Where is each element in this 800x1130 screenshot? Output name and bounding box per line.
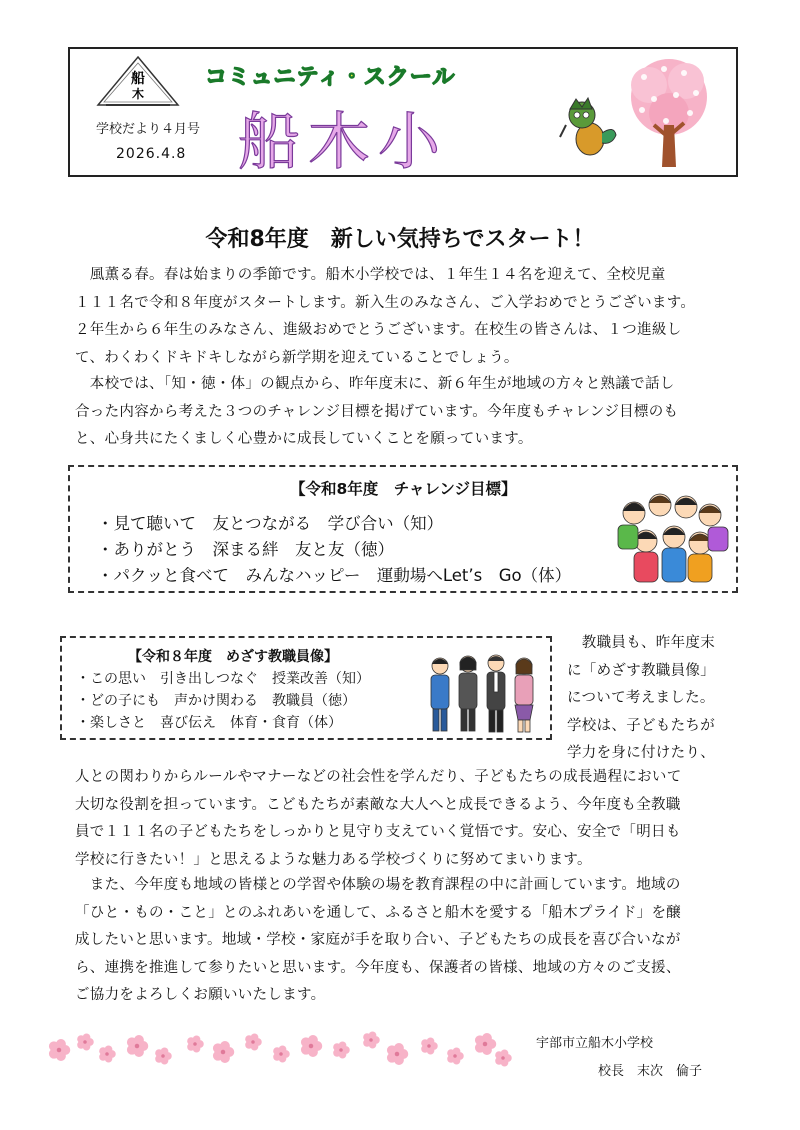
challenge-goal-item: ・パクッと食べて みんなハッピー 運動場へLet’s Go（体） [97, 566, 572, 585]
staff-goal-item: ・この思い 引き出しつなぐ 授業改善（知） [76, 671, 370, 687]
challenge-goal-item: ・ありがとう 深まる絆 友と友（徳） [97, 540, 394, 559]
text-line: ご協力をよろしくお願いいたします。 [75, 987, 326, 1003]
blossom-flower [301, 1035, 322, 1057]
text-line: ２年生から６年生のみなさん、進級おめでとうございます。在校生の皆さんは、１つ進級し [75, 322, 682, 338]
text-line: て、わくわくドキドキしながら新学期を迎えていることでしょう。 [75, 349, 519, 366]
mascot-illustration [556, 95, 620, 159]
blossom-flower [495, 1049, 512, 1066]
issue-date: 2026.4.8 [116, 146, 187, 162]
school-name-title: 船木小 [238, 105, 449, 178]
blossom-flower [421, 1037, 438, 1054]
issue-label: 学校だより４月号 [96, 122, 201, 137]
text-line: 合った内容から考えた３つのチャレンジ目標を掲げています。今年度もチャレンジ目標のも [75, 403, 679, 420]
text-line: ら、連携を推進して参りたいと思います。今年度も、保護者の皆様、地域の方々のご支援、 [75, 959, 681, 976]
text-line: について考えました。 [567, 690, 715, 706]
blossom-flower [363, 1031, 380, 1048]
text-line: 風薫る春。春は始まりの季節です。船木小学校では、１年生１４名を迎えて、全校児童 [75, 267, 666, 283]
school-role-paragraph [75, 764, 765, 874]
community-school-title: コミュニティ・スクール [205, 65, 456, 90]
main-headline: 令和8年度 新しい気持ちでスタート！ [205, 227, 595, 252]
text-line: と、心身共にたくましく心豊かに成長していくことを願っています。 [75, 431, 533, 447]
svg-text:木: 木 [131, 87, 145, 101]
challenge-goal-item: ・見て聴いて 友とつながる 学び合い（知） [97, 514, 444, 533]
text-line: 大切な役割を担っています。こどもたちが素敵な大人へと成長できるよう、今年度も全教職 [75, 796, 681, 813]
blossom-flower [187, 1035, 204, 1052]
teachers-illustration [426, 652, 544, 734]
blossom-flower [387, 1043, 408, 1065]
challenge-goals-title: 【令和8年度 チャレンジ目標】 [290, 480, 517, 498]
text-line: 員で１１１名の子どもたちをしっかりと見守り支えていく覚悟です。安心、安全で「明日も [75, 824, 681, 840]
text-line: また、今年度も地域の皆様との学習や体験の場を教育課程の中に計画しています。地域の [75, 877, 681, 893]
blossom-flower [127, 1035, 148, 1057]
text-line: 学校に行きたい！」と思えるような魅力ある学校づくりに努めてまいります。 [75, 851, 592, 868]
principal-signature: 校長 末次 倫子 [598, 1064, 703, 1079]
blossom-flower [245, 1033, 262, 1050]
text-line: １１１名で令和８年度がスタートします。新入生のみなさん、ご入学おめでとうございます。 [75, 294, 696, 311]
blossom-flower [333, 1041, 350, 1058]
text-line: に「めざす教職員像」 [567, 662, 715, 679]
staff-goal-item: ・楽しさと 喜び伝え 体育・食育（体） [76, 715, 342, 731]
text-line: 「ひと・もの・こと」とのふれあいを通して、ふるさと船木を愛する「船木プライド」を醸 [75, 904, 682, 921]
goals-paragraph [75, 371, 755, 454]
children-group-illustration [612, 485, 732, 585]
text-line: 成したいと思います。地域・学校・家庭が手を取り合い、子どもたちの成長を喜び合いなが [75, 932, 681, 948]
blossom-flower [447, 1047, 464, 1064]
staff-ideal-title: 【令和８年度 めざす教職員像】 [128, 649, 338, 665]
text-line: 教職員も、昨年度末 [567, 635, 715, 651]
blossom-flower [77, 1033, 94, 1050]
staff-goal-item: ・どの子にも 声かけ関わる 教職員（徳） [76, 693, 356, 709]
blossom-flower [99, 1045, 116, 1062]
community-paragraph [75, 872, 765, 1010]
intro-paragraph [75, 262, 755, 372]
school-signature: 宇部市立船木小学校 [536, 1036, 654, 1051]
staff-side-text [567, 630, 757, 768]
text-line: 学校は、子どもたちが [567, 717, 715, 734]
text-line: 本校では、「知・徳・体」の観点から、昨年度末に、新６年生が地域の方々と熟議で話し [75, 376, 675, 392]
blossom-flower [273, 1045, 290, 1062]
text-line: 学力を身に付けたり、 [567, 745, 715, 761]
school-logo [96, 55, 180, 107]
blossom-flower [49, 1039, 70, 1061]
svg-text:船: 船 [131, 71, 145, 87]
cherry-blossom-border [45, 1028, 515, 1070]
text-line: 人との関わりからルールやマナーなどの社会性を学んだり、子どもたちの成長過程において [75, 769, 682, 785]
blossom-flower [475, 1033, 496, 1055]
blossom-flower [155, 1047, 172, 1064]
blossom-flower [213, 1041, 234, 1063]
cherry-tree-illustration [624, 55, 714, 170]
